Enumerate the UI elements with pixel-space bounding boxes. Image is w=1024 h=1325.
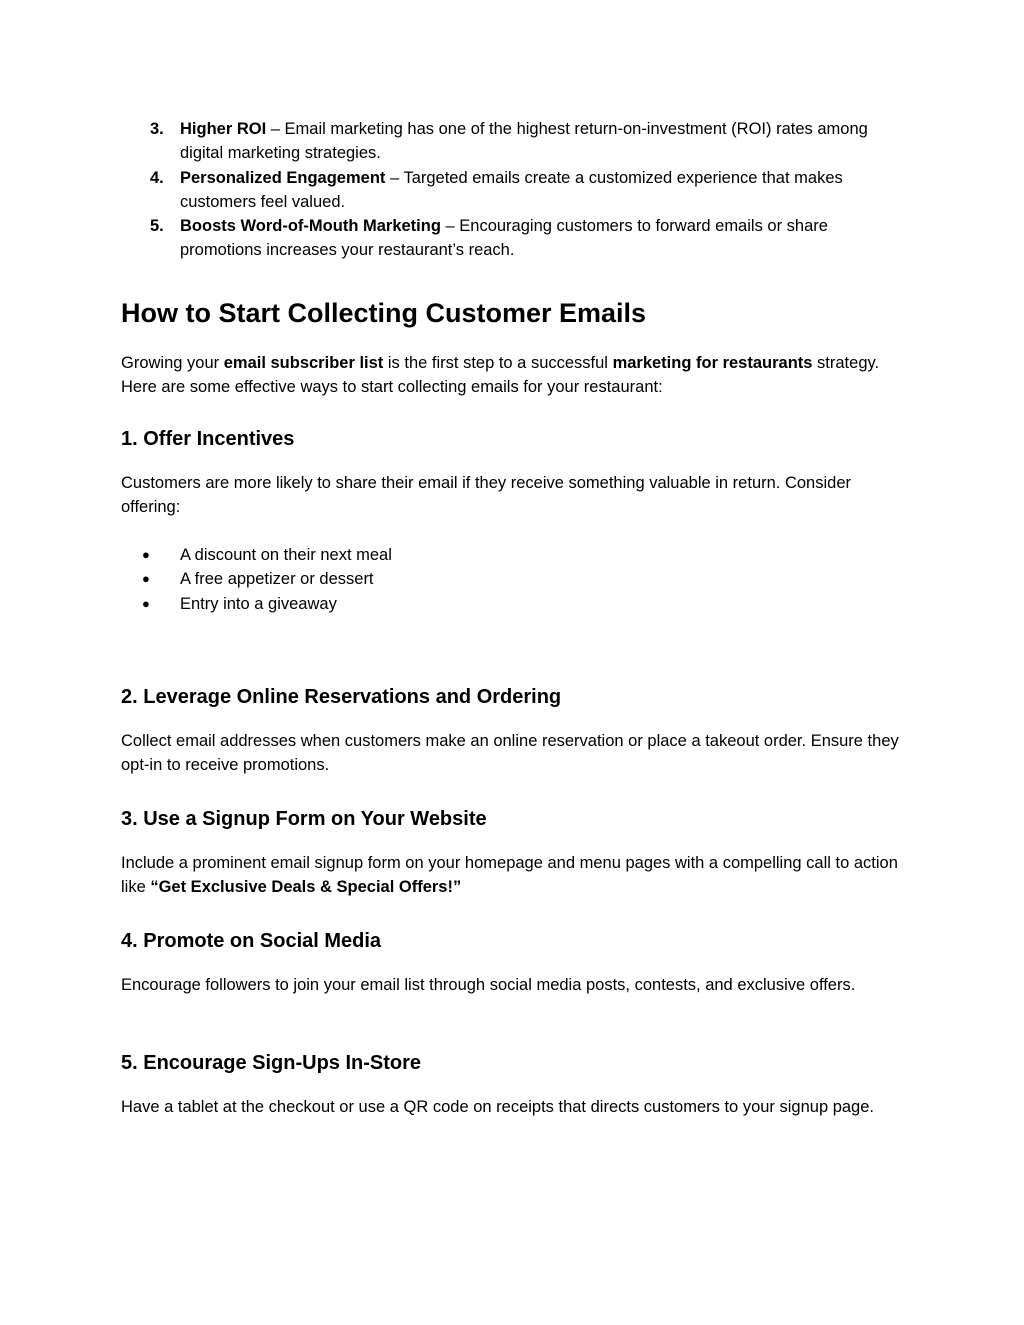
- paragraph-reservations: Collect email addresses when customers make an online reservation or place a takeout order. Ensure they opt-in to receive promotions.: [121, 732, 899, 775]
- paragraph-in-store: Have a tablet at the checkout or use a QR code on receipts that directs customers to your signup page.: [121, 1098, 874, 1116]
- email-subscriber-list-term: email subscriber list: [223, 354, 384, 372]
- paragraph-offer-incentives: Customers are more likely to share their email if they receive something valuable in return. Consider offering:: [121, 474, 851, 517]
- benefits-list: [121, 117, 911, 263]
- intro-paragraph: [121, 351, 911, 400]
- heading-social-media: 4. Promote on Social Media: [121, 930, 382, 952]
- heading-signup-form: 3. Use a Signup Form on Your Website: [121, 808, 487, 830]
- list-item-text: – Email marketing has one of the highest return-on-investment (ROI) rates among digital marketing strategies.: [180, 120, 868, 163]
- bullet-icon: ●: [142, 571, 150, 587]
- list-item: [121, 592, 392, 616]
- marketing-for-restaurants-term: marketing for restaurants: [612, 354, 813, 372]
- incentives-bullet-list: [121, 543, 392, 616]
- section-heading: How to Start Collecting Customer Emails: [121, 298, 647, 328]
- intro-text-2: is the first step to a successful: [383, 354, 613, 372]
- list-item-title: Boosts Word-of-Mouth Marketing: [180, 217, 441, 236]
- list-item: [121, 214, 911, 263]
- heading-offer-incentives: 1. Offer Incentives: [121, 428, 295, 450]
- bullet-text: A discount on their next meal: [180, 546, 392, 564]
- bullet-text: Entry into a giveaway: [180, 594, 337, 613]
- list-number: 4.: [150, 168, 164, 187]
- call-to-action-quote: “Get Exclusive Deals & Special Offers!”: [150, 878, 462, 897]
- list-item-text: – Encouraging customers to forward emails or share promotions increases your restaurant’s reach.: [180, 217, 828, 260]
- list-item: [121, 543, 392, 567]
- bullet-icon: ●: [142, 595, 150, 611]
- list-item: [121, 117, 911, 166]
- list-item-title: Personalized Engagement: [180, 168, 386, 187]
- paragraph-signup-form: [121, 851, 911, 900]
- heading-reservations: 2. Leverage Online Reservations and Ordering: [121, 686, 562, 708]
- list-number: 5.: [150, 217, 164, 236]
- signup-form-text: Include a prominent email signup form on your homepage and menu pages with a compelling call to action like: [121, 854, 898, 897]
- intro-text-3: strategy. Here are some effective ways to start collecting emails for your restaurant:: [121, 354, 880, 397]
- list-number: 3.: [150, 120, 164, 138]
- intro-text-1: Growing your: [121, 354, 224, 372]
- bullet-text: A free appetizer or dessert: [180, 570, 374, 589]
- heading-in-store: 5. Encourage Sign-Ups In-Store: [121, 1052, 422, 1074]
- list-item-text: – Targeted emails create a customized experience that makes customers feel valued.: [180, 168, 843, 211]
- bullet-icon: ●: [142, 547, 150, 562]
- paragraph-social-media: Encourage followers to join your email list through social media posts, contests, and exclusive offers.: [121, 976, 856, 994]
- list-item: [121, 166, 911, 215]
- list-item: [121, 567, 392, 591]
- list-item-title: Higher ROI: [180, 120, 267, 138]
